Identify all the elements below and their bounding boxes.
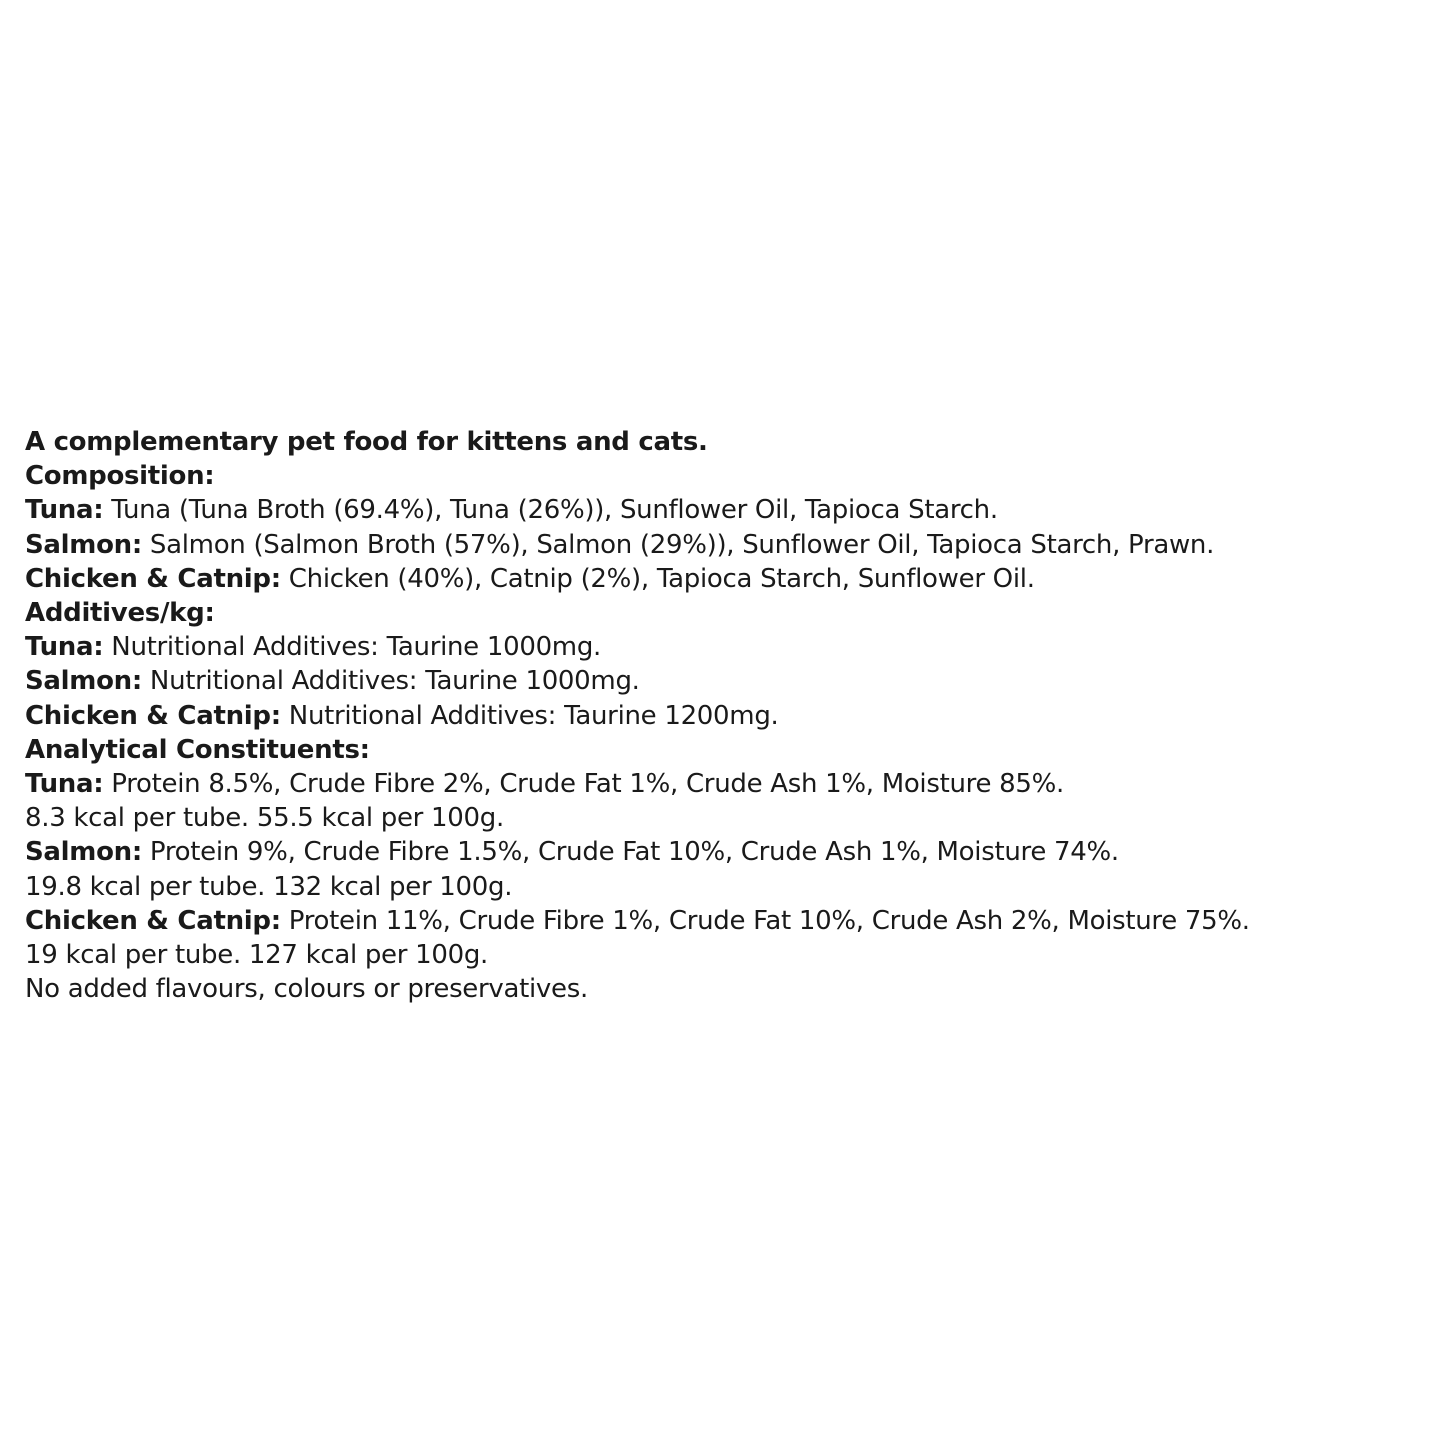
- additives-text: Nutritional Additives: Taurine 1000mg.: [103, 632, 602, 663]
- analytical-text: Protein 11%, Crude Fibre 1%, Crude Fat 10%, Crude Ash 2%, Moisture 75%.: [280, 905, 1250, 936]
- intro-line: A complementary pet food for kittens and cats.: [25, 427, 708, 457]
- analytical-text: Protein 9%, Crude Fibre 1.5%, Crude Fat 10%, Crude Ash 1%, Moisture 74%.: [141, 837, 1119, 868]
- composition-text: Salmon (Salmon Broth (57%), Salmon (29%)), Sunflower Oil, Tapioca Starch, Prawn.: [141, 529, 1215, 560]
- variant-label: Chicken & Catnip:: [25, 563, 281, 594]
- energy-salmon: 19.8 kcal per tube. 132 kcal per 100g.: [25, 871, 513, 902]
- variant-label: Chicken & Catnip:: [25, 700, 281, 731]
- composition-chicken-catnip: [25, 562, 1435, 596]
- energy-tuna: 8.3 kcal per tube. 55.5 kcal per 100g.: [25, 803, 504, 834]
- variant-label: Chicken & Catnip:: [25, 905, 281, 936]
- additives-heading: Additives/kg:: [25, 598, 215, 629]
- additives-salmon: [25, 664, 1435, 698]
- composition-text: Chicken (40%), Catnip (2%), Tapioca Starch, Sunflower Oil.: [280, 563, 1035, 594]
- variant-label: Salmon:: [25, 529, 142, 560]
- variant-label: Tuna:: [25, 769, 104, 800]
- variant-label: Tuna:: [25, 632, 104, 663]
- analytical-chicken-catnip: [25, 904, 1435, 938]
- variant-label: Salmon:: [25, 666, 142, 697]
- footer-note: No added flavours, colours or preservatives.: [25, 974, 588, 1005]
- energy-chicken-catnip: 19 kcal per tube. 127 kcal per 100g.: [25, 940, 488, 971]
- analytical-salmon: [25, 835, 1435, 869]
- analytical-text: Protein 8.5%, Crude Fibre 2%, Crude Fat 1%, Crude Ash 1%, Moisture 85%.: [103, 769, 1065, 800]
- analytical-tuna: [25, 767, 1435, 801]
- composition-tuna: [25, 493, 1435, 527]
- composition-text: Tuna (Tuna Broth (69.4%), Tuna (26%)), Sunflower Oil, Tapioca Starch.: [103, 495, 998, 526]
- pet-food-label: [25, 425, 1435, 1006]
- additives-tuna: [25, 630, 1435, 664]
- additives-chicken-catnip: [25, 699, 1435, 733]
- additives-text: Nutritional Additives: Taurine 1200mg.: [280, 700, 779, 731]
- composition-heading: Composition:: [25, 461, 215, 492]
- composition-salmon: [25, 528, 1435, 562]
- analytical-heading: Analytical Constituents:: [25, 734, 370, 765]
- variant-label: Tuna:: [25, 495, 104, 526]
- additives-text: Nutritional Additives: Taurine 1000mg.: [141, 666, 640, 697]
- variant-label: Salmon:: [25, 837, 142, 868]
